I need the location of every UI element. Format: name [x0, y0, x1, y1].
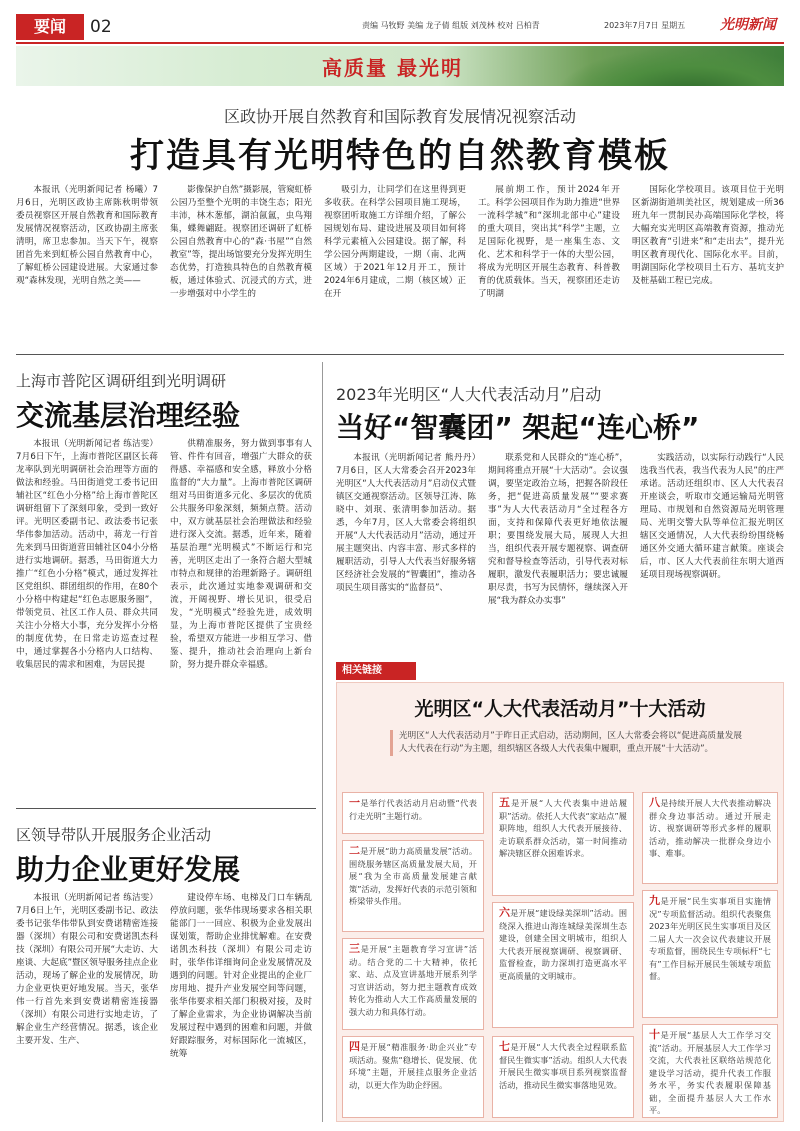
related-title: 光明区“人大代表活动月”十大活动: [414, 698, 706, 720]
article1-title: 打造具有光明特色的自然教育模板: [130, 136, 670, 176]
article2-subtitle: 上海市普陀区调研组到光明调研: [16, 372, 227, 390]
article4-title: 助力企业更好发展: [16, 853, 241, 886]
article3-subtitle: 2023年光明区“人大代表活动月”启动: [336, 385, 602, 404]
brand-logo: 光明新闻: [720, 17, 776, 33]
related-item-7: 七是开展“人大代表全过程联系监督民生微实事”活动。组织人大代表开展民生微实事项目系列视察监督活动，推动民生微实事落地见效。: [492, 1036, 634, 1118]
related-item-8: 八是持续开展人大代表推动解决群众身边事活动。通过开展走访、视察调研等形式多样的履职活动，推动解决一批群众身边小事、难事。: [642, 792, 778, 884]
article4-col2: 建设停车场、电梯及门口车辆乱停放问题，张华伟现场要求各相关职能部门一一回应、积极为企业发展出谋划策，帮助企业排忧解难。在安费诺凯杰科技（深圳）有限公司走访时，张华伟详细询问企业发展情况及遇到的问题。针对企业提出的企业厂房用地、提升产业发展空间等问题，张华伟要求相关部门积极对接，及时了解企业需求，为企业协调解决当前发展过程中遇到的困难和问题，并做好跟踪服务，对标国际化一流城区，统筹: [170, 893, 312, 1059]
article3-col1: 本报讯（光明新闻记者 熊丹丹）7月6日，区人大常委会召开2023年光明区“人大代表活动月”启动仪式暨镇区交通视察活动。区领导江涛、陈晓中、刘珉、张清明参加活动。据悉，今年7月，区人大常委会将组织开展“人大代表活动月”活动，通过开展主题突出、内容丰富、形式多样的履职活动，引导人大代表当好服务辖区经济社会发展的“智囊团”，推动各项民生项目落实的“监督员”、: [336, 453, 476, 593]
banner-slogan: 高质量 最光明: [322, 56, 463, 80]
article1-col2: 影像保护自然”摄影展，管窥虹桥公园乃至整个光明的丰饶生态；阳光丰沛，林木葱郁，湖泊氤氲，虫鸟翔集，蝶舞翩跹。视察团还调研了虹桥公园自然教育中心的“森·书屋”“自然教室”等，提出场馆要充分发挥光明生态优势，打造独具特色的自然教育模板，通过体验式、沉浸式的方式，进一步增强对中小学生的: [170, 185, 312, 299]
banner: [16, 46, 784, 86]
divider-2: [16, 808, 316, 809]
issue-date: 2023年7月7日 星期五: [604, 21, 686, 30]
article1-col5: 国际化学校项目。该项目位于光明区新湖街道圳美社区，规划建成一所36班九年一贯制民办高端国际化学校，将大幅充实光明区高端教育资源，推动光明区教育“引进来”和“走出去”，提升光明区教育现代化、国际化水平。目前，明湖国际化学校项目土石方、基坑支护及桩基础工程已完成。: [632, 185, 784, 286]
related-label: 相关链接: [336, 662, 416, 680]
article4-col1: 本报讯（光明新闻记者 练洁雯）7月6日上午，光明区委副书记、政法委书记张华伟带队到安费诺精密连接器（深圳）有限公司和安费诺凯杰科技（深圳）有限公司开展“大走访、大座谈、大起底”暨区领导服务挂点企业活动，现场了解企业的发展情况，助力企业更快更好地发展。当天，张华伟一行首先来到安费诺精密连接器（深圳）有限公司进行实地走访，了解企业生产经营情况。据悉，该企业主要开发、生产、: [16, 893, 158, 1046]
related-item-2: 二是开展“助力高质量发展”活动。围绕服务辖区高质量发展大局，开展“我为全市高质量发展建言献策”活动，发挥好代表的示范引领和桥梁带头作用。: [342, 840, 484, 932]
page-number: 02: [90, 17, 112, 37]
header-rule: [16, 42, 784, 44]
related-item-1: 一是举行代表活动月启动暨“代表行走光明”主题行动。: [342, 792, 484, 834]
related-item-4: 四是开展“精准服务·助企兴业”专项活动。聚焦“稳增长、促发展、优环境”主题，开展挂点服务企业活动，以更大作为助企纾困。: [342, 1036, 484, 1118]
related-item-10: 十是开展“基层人大工作学习交流”活动。开展基层人大工作学习交流，大代表社区联络站规范化建设学习活动，提升代表工作服务水平，务实代表履职保障基础，全面提升基层人大工作水平。: [642, 1024, 778, 1118]
article1-subtitle: 区政协开展自然教育和国际教育发展情况视察活动: [223, 107, 576, 126]
article3-title: 当好“智囊团” 架起“连心桥”: [336, 411, 700, 444]
related-intro: 光明区“人大代表活动月”于昨日正式启动，活动期间，区人大常委会将以“促进高质量发展 人大代表在行动”为主题，组织辖区各级人大代表集中履职，重点开展“十大活动”。: [390, 730, 742, 756]
related-item-6: 六是开展“建设绿美深圳”活动。围绕深入推进山海连城绿美深圳生态建设，创建全国文明城市，组织人大代表开展视察调研、视察调研、监督检查，助力深圳打造更高水平更高质量的文明城市。: [492, 902, 634, 1028]
article1-col1: 本报讯（光明新闻记者 杨曦）7月6日，光明区政协主席陈秋明带领委员视察区开展自然教育和国际教育发展情况视察活动，区政协副主席张清明，席卫忠参加。当天下午，视察团首先来到虹桥公园自然教育中心，了解虹桥公园建设进展。大家通过参观“森林发现，光明自然之美——: [16, 185, 158, 286]
article2-title: 交流基层治理经验: [16, 399, 241, 432]
editor-credits: 责编 马牧野 美编 龙子倩 组版 刘茂林 校对 吕柏青: [362, 21, 540, 30]
related-item-3: 三是开展“主题教育学习宣讲”活动。结合党的二十大精神，依托家、站、点及宣讲基地开展系列学习宣讲活动，努力把主题教育成效转化为推动人大工作高质量发展的强大动力和具体行动。: [342, 938, 484, 1030]
related-item-9: 九是开展“民生实事项目实施情况”专项监督活动。组织代表聚焦2023年光明区民生实事项目及区二届人大一次会议代表建议开展专项监督，围绕民生专项标杆“七有”工作目标开展民生领域专项监督。: [642, 890, 778, 1018]
article3-col2: 联系党和人民群众的“连心桥”，期间将重点开展“十大活动”。会议强调，要坚定政治立场，把握各阶段任务，把“促进高质量发展”“要求赛事”为人大代表活动月“全过程各方面，支持和保障代表更好地依法履职；要围绕发展大局，展现人大担当，组织代表开展专题视察、调查研究和督导检查等活动，引导代表对标履职，激发代表履职活力；要忠诚履职尽责，书写为民情怀，继续深入开展“我为群众办实事”: [488, 453, 628, 606]
banner-hills: [556, 46, 784, 86]
section-tag: 要闻: [16, 14, 84, 40]
article1-col3: 吸引力，让同学们在这里得到更多收获。在科学公园项目施工现场，视察团听取施工方详细介绍，了解公园规划布局、建设进展及项目如何将科学元素植入公园建设。据了解，科学公园分两期建设，一期（南、北两区域）于2021年12月开工，预计2024年6月建成，二期（核区域）正在开: [324, 185, 466, 299]
article2-col1: 本报讯（光明新闻记者 练洁雯）7月6日下午，上海市普陀区副区长蒋龙率队到光明调研社会治理等方面的做法和经验。马田街道党工委书记田辅社区“红色小分格”给上海市普陀区调研组留下了深刻印象，受到一致好评。光明区委副书记、政法委书记张华伟参加活动。活动中，蒋龙一行首先来到马田街道营田辅社区04小分格进行实地调研。据悉，马田街道大力推广“红色小分格”模式，通过发挥社区党组织、群团组织的作用，在80个小分格中构建起“红色志愿服务圈”，带领党员、社区工作人员、群众共同关注小分格大小事，充分发挥小分格的制度优势，在日常走访巡查过程中，通过掌握各小分格内人口结构、收集居民的需求和困难，为居民提: [16, 439, 158, 670]
article1-col4: 展前期工作，预计2024年开工。科学公园项目作为助力推进“世界一流科学城”和“深圳北部中心”建设的重大项目，突出其“科学”主题，立足国际化视野，是一座集生态、文化、艺术和科学于一体的大型公园，将成为光明区开展生态教育、科普教育的优质载体。当天，视察团还走访了明湖: [478, 185, 620, 299]
divider-vertical: [322, 362, 323, 1122]
related-item-5: 五是开展“人大代表集中进站履职”活动。依托人大代表“家站点”履职阵地，组织人大代表开展接待、走访联系群众活动，第一时间推动解决辖区群众困难诉求。: [492, 792, 634, 896]
article2-col2: 供精准服务，努力做到事事有人管、件件有回音，增强广大群众的获得感、幸福感和安全感，释放小分格监督的“大力量”。上海市普陀区调研组对马田街道多元化、多层次的优质公共服务印象深刻，频频点赞。活动中，双方就基层社会治理做法和经验进行深入交流。据悉，近年来，随着基层治理“光明模式”不断运行和完善，光明区走出了一条符合超大型城市特点和规律的治理新路子。调研组表示，此次通过实地参观调研和交流，开阔视野、增长见识，很受启发，“光明模式”经验先进，成效明显，为上海市普陀区提供了宝贵经验，希望双方能进一步相互学习、借鉴、提升，推动社会治理向上新台阶，努力提升群众幸福感。: [170, 439, 312, 670]
divider-1: [16, 354, 784, 355]
article3-col3: 实践活动，以实际行动践行“人民选我当代表，我当代表为人民”的庄严承诺。活动还组织市、区人大代表召开座谈会，听取市交通运输局光明管理局、市规划和自然资源局光明管理局、光明交警大队等单位汇报光明区辖区交通情况，人大代表纷纷围绕畅通区外交通大循环建言献策。座谈会后，市、区人大代表前往东明大道西延项目现场视察调研。: [640, 453, 784, 580]
article4-subtitle: 区领导带队开展服务企业活动: [16, 826, 212, 844]
